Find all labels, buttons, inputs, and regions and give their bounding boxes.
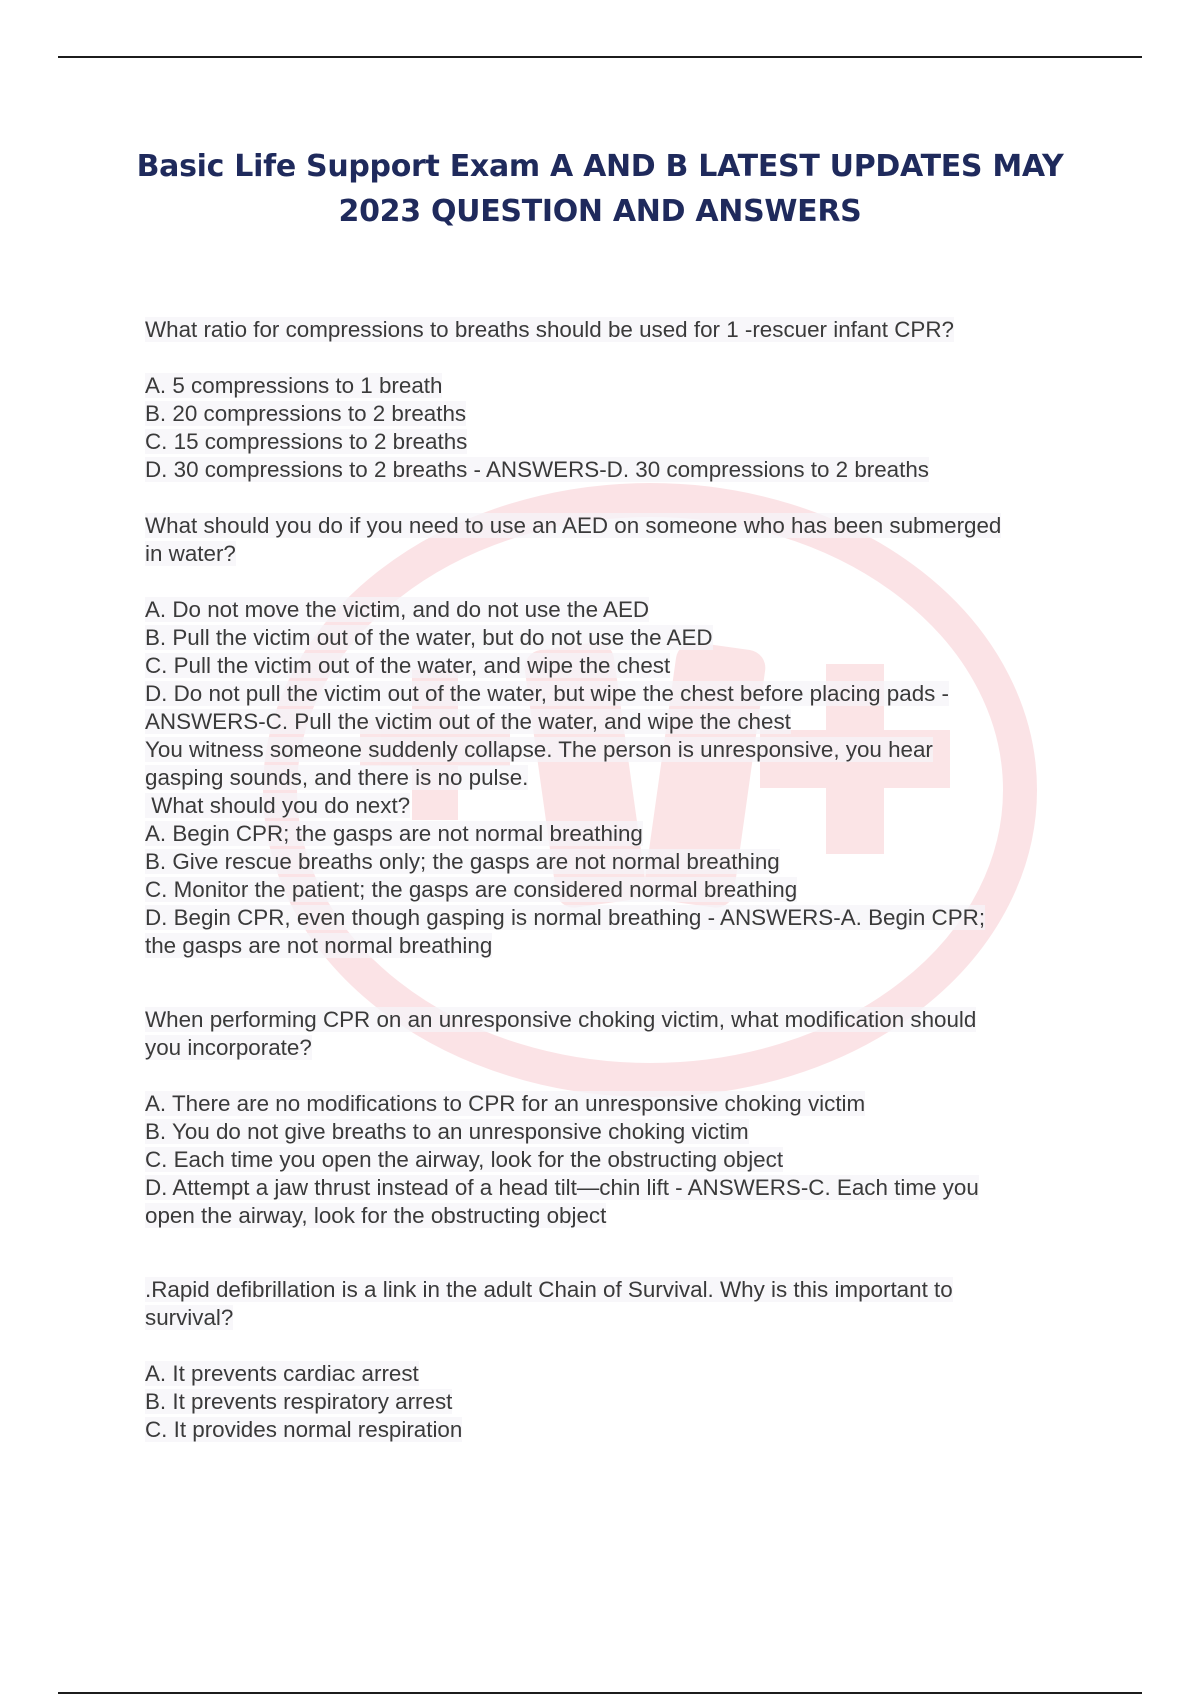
answer-option: C. 15 compressions to 2 breaths: [145, 429, 468, 454]
answer-option: D. Begin CPR, even though gasping is normal breathing - ANSWERS-A. Begin CPR;: [145, 905, 986, 930]
title-line-2: 2023 QUESTION AND ANSWERS: [338, 194, 862, 229]
answer-option: B. Pull the victim out of the water, but do not use the AED: [145, 625, 713, 650]
header-rule: [58, 56, 1142, 58]
answer-option: C. Pull the victim out of the water, and wipe the chest: [145, 653, 671, 678]
question-prompt: You witness someone suddenly collapse. The person is unresponsive, you hear: [145, 737, 933, 762]
question-list: [145, 316, 1085, 1444]
title-line-1: Basic Life Support Exam A AND B LATEST UPDATES MAY: [136, 149, 1064, 184]
question-prompt: What ratio for compressions to breaths should be used for 1 -rescuer infant CPR?: [145, 317, 954, 342]
question-5: [145, 1276, 1085, 1444]
answer-key: open the airway, look for the obstructing object: [145, 1203, 607, 1228]
footer-rule: [58, 1692, 1142, 1694]
question-prompt: When performing CPR on an unresponsive choking victim, what modification should: [145, 1007, 977, 1032]
answer-option: A. 5 compressions to 1 breath: [145, 373, 443, 398]
question-1: [145, 316, 1085, 484]
question-prompt: you incorporate?: [145, 1035, 312, 1060]
answer-option: A. Do not move the victim, and do not use the AED: [145, 597, 650, 622]
question-4: [145, 1006, 1085, 1230]
question-prompt: survival?: [145, 1305, 234, 1330]
answer-option: A. It prevents cardiac arrest: [145, 1361, 419, 1386]
answer-option: C. Monitor the patient; the gasps are considered normal breathing: [145, 877, 798, 902]
answer-option: A. There are no modifications to CPR for an unresponsive choking victim: [145, 1091, 866, 1116]
answer-option: A. Begin CPR; the gasps are not normal breathing: [145, 821, 643, 846]
answer-key: ANSWERS-C. Pull the victim out of the water, and wipe the chest: [145, 709, 791, 734]
answer-option: D. Attempt a jaw thrust instead of a head tilt—chin lift - ANSWERS-C. Each time you: [145, 1175, 979, 1200]
question-prompt: gasping sounds, and there is no pulse.: [145, 765, 529, 790]
answer-option: C. Each time you open the airway, look for the obstructing object: [145, 1147, 784, 1172]
answer-option: B. Give rescue breaths only; the gasps are not normal breathing: [145, 849, 780, 874]
question-3: [145, 736, 1085, 960]
answer-option: D. Do not pull the victim out of the water, but wipe the chest before placing pads -: [145, 681, 950, 706]
question-prompt: .Rapid defibrillation is a link in the adult Chain of Survival. Why is this important to: [145, 1277, 953, 1302]
answer-option: B. It prevents respiratory arrest: [145, 1389, 453, 1414]
document-title: [100, 144, 1100, 234]
answer-option: B. You do not give breaths to an unresponsive choking victim: [145, 1119, 749, 1144]
question-prompt: in water?: [145, 541, 236, 566]
answer-option: B. 20 compressions to 2 breaths: [145, 401, 467, 426]
answer-option: C. It provides normal respiration: [145, 1417, 463, 1442]
question-2: [145, 512, 1085, 736]
question-prompt: What should you do if you need to use an AED on someone who has been submerged: [145, 513, 1002, 538]
question-prompt: What should you do next?: [145, 793, 411, 818]
answer-key: the gasps are not normal breathing: [145, 933, 493, 958]
answer-option-with-answer: D. 30 compressions to 2 breaths - ANSWERS-D. 30 compressions to 2 breaths: [145, 457, 929, 482]
